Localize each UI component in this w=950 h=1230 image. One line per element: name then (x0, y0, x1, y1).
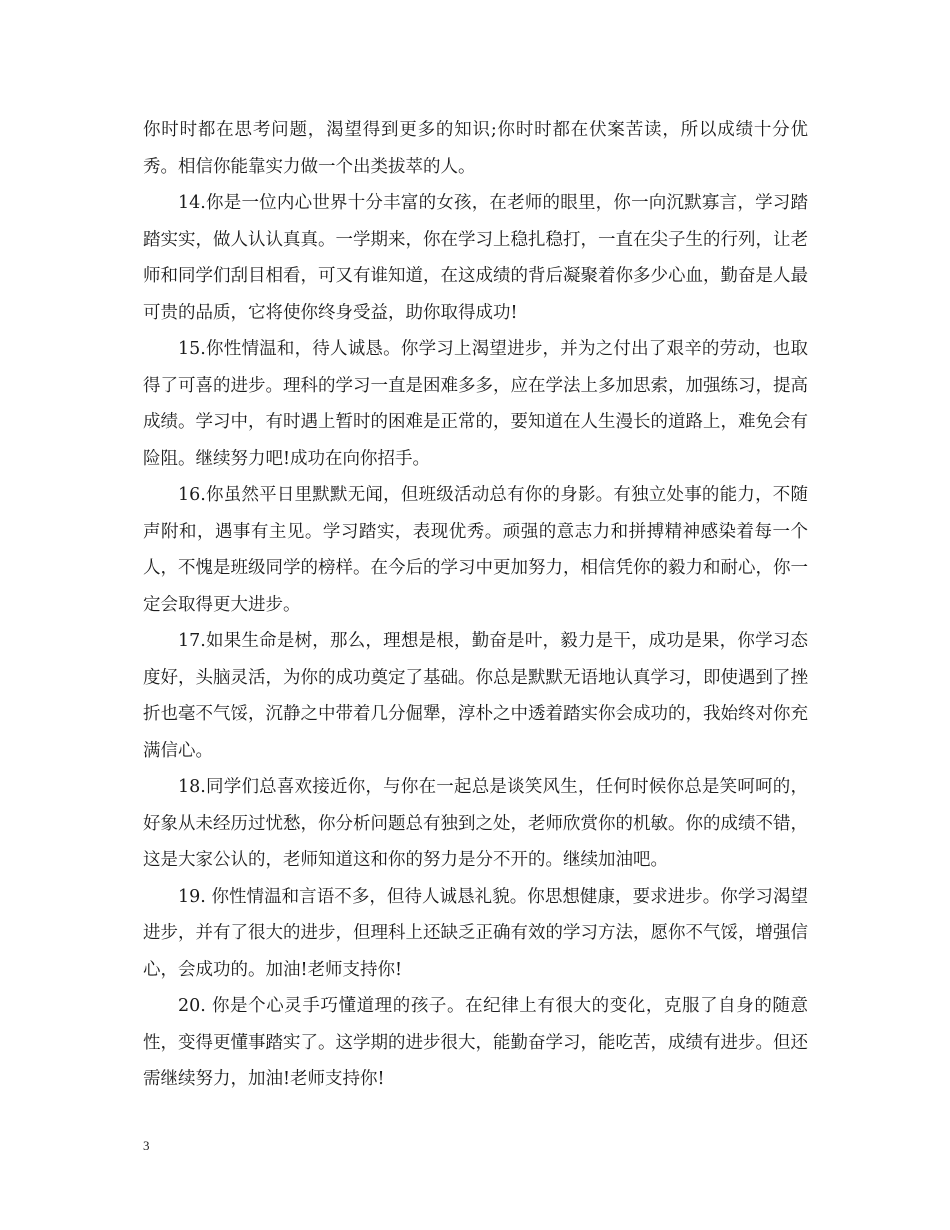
paragraph-comment-19: 19. 你性情温和言语不多，但待人诚恳礼貌。你思想健康，要求进步。你学习渴望进步，并有了很大的进步，但理科上还缺乏正确有效的学习方法，愿你不气馁，增强信心，会成功的。加油!老师支持你! (143, 886, 808, 980)
paragraph-comment-15: 15.你性情温和，待人诚恳。你学习上渴望进步，并为之付出了艰辛的劳动，也取得了可喜的进步。理科的学习一直是困难多多，应在学法上多加思索，加强练习，提高成绩。学习中，有时遇上暂时的困难是正常的，要知道在人生漫长的道路上，难免会有险阻。继续努力吧!成功在向你招手。 (143, 339, 808, 469)
page-number: 3 (143, 1138, 150, 1153)
paragraph-comment-18: 18.同学们总喜欢接近你，与你在一起总是谈笑风生，任何时候你总是笑呵呵的，好象从未经历过忧愁，你分析问题总有独到之处，老师欣赏你的机敏。你的成绩不错，这是大家公认的，老师知道这和你的努力是分不开的。继续加油吧。 (143, 777, 808, 870)
paragraph-comment-14: 14.你是一位内心世界十分丰富的女孩，在老师的眼里，你一向沉默寡言，学习踏踏实实，做人认认真真。一学期来，你在学习上稳扎稳打，一直在尖子生的行列，让老师和同学们刮目相看，可又有谁知道，在这成绩的背后凝聚着你多少心血，勤奋是人最可贵的品质，它将使你终身受益，助你取得成功! (143, 193, 808, 323)
paragraph-comment-16: 16.你虽然平日里默默无闻，但班级活动总有你的身影。有独立处事的能力，不随声附和，遇事有主见。学习踏实，表现优秀。顽强的意志力和拼搏精神感染着每一个人，不愧是班级同学的榜样。在今后的学习中更加努力，相信凭你的毅力和耐心，你一定会取得更大进步。 (143, 485, 808, 615)
paragraph-comment-20: 20. 你是个心灵手巧懂道理的孩子。在纪律上有很大的变化，克服了自身的随意性，变得更懂事踏实了。这学期的进步很大，能勤奋学习，能吃苦，成绩有进步。但还需继续努力，加油!老师支持你! (143, 996, 808, 1089)
document-body (143, 112, 808, 1098)
paragraph-continued: 你时时都在思考问题，渴望得到更多的知识;你时时都在伏案苦读，所以成绩十分优秀。相信你能靠实力做一个出类拔萃的人。 (143, 120, 808, 177)
paragraph-comment-17: 17.如果生命是树，那么，理想是根，勤奋是叶，毅力是干，成功是果，你学习态度好，头脑灵活，为你的成功奠定了基础。你总是默默无语地认真学习，即使遇到了挫折也毫不气馁，沉静之中带着几分倔犟，淳朴之中透着踏实你会成功的，我始终对你充满信心。 (143, 631, 808, 761)
